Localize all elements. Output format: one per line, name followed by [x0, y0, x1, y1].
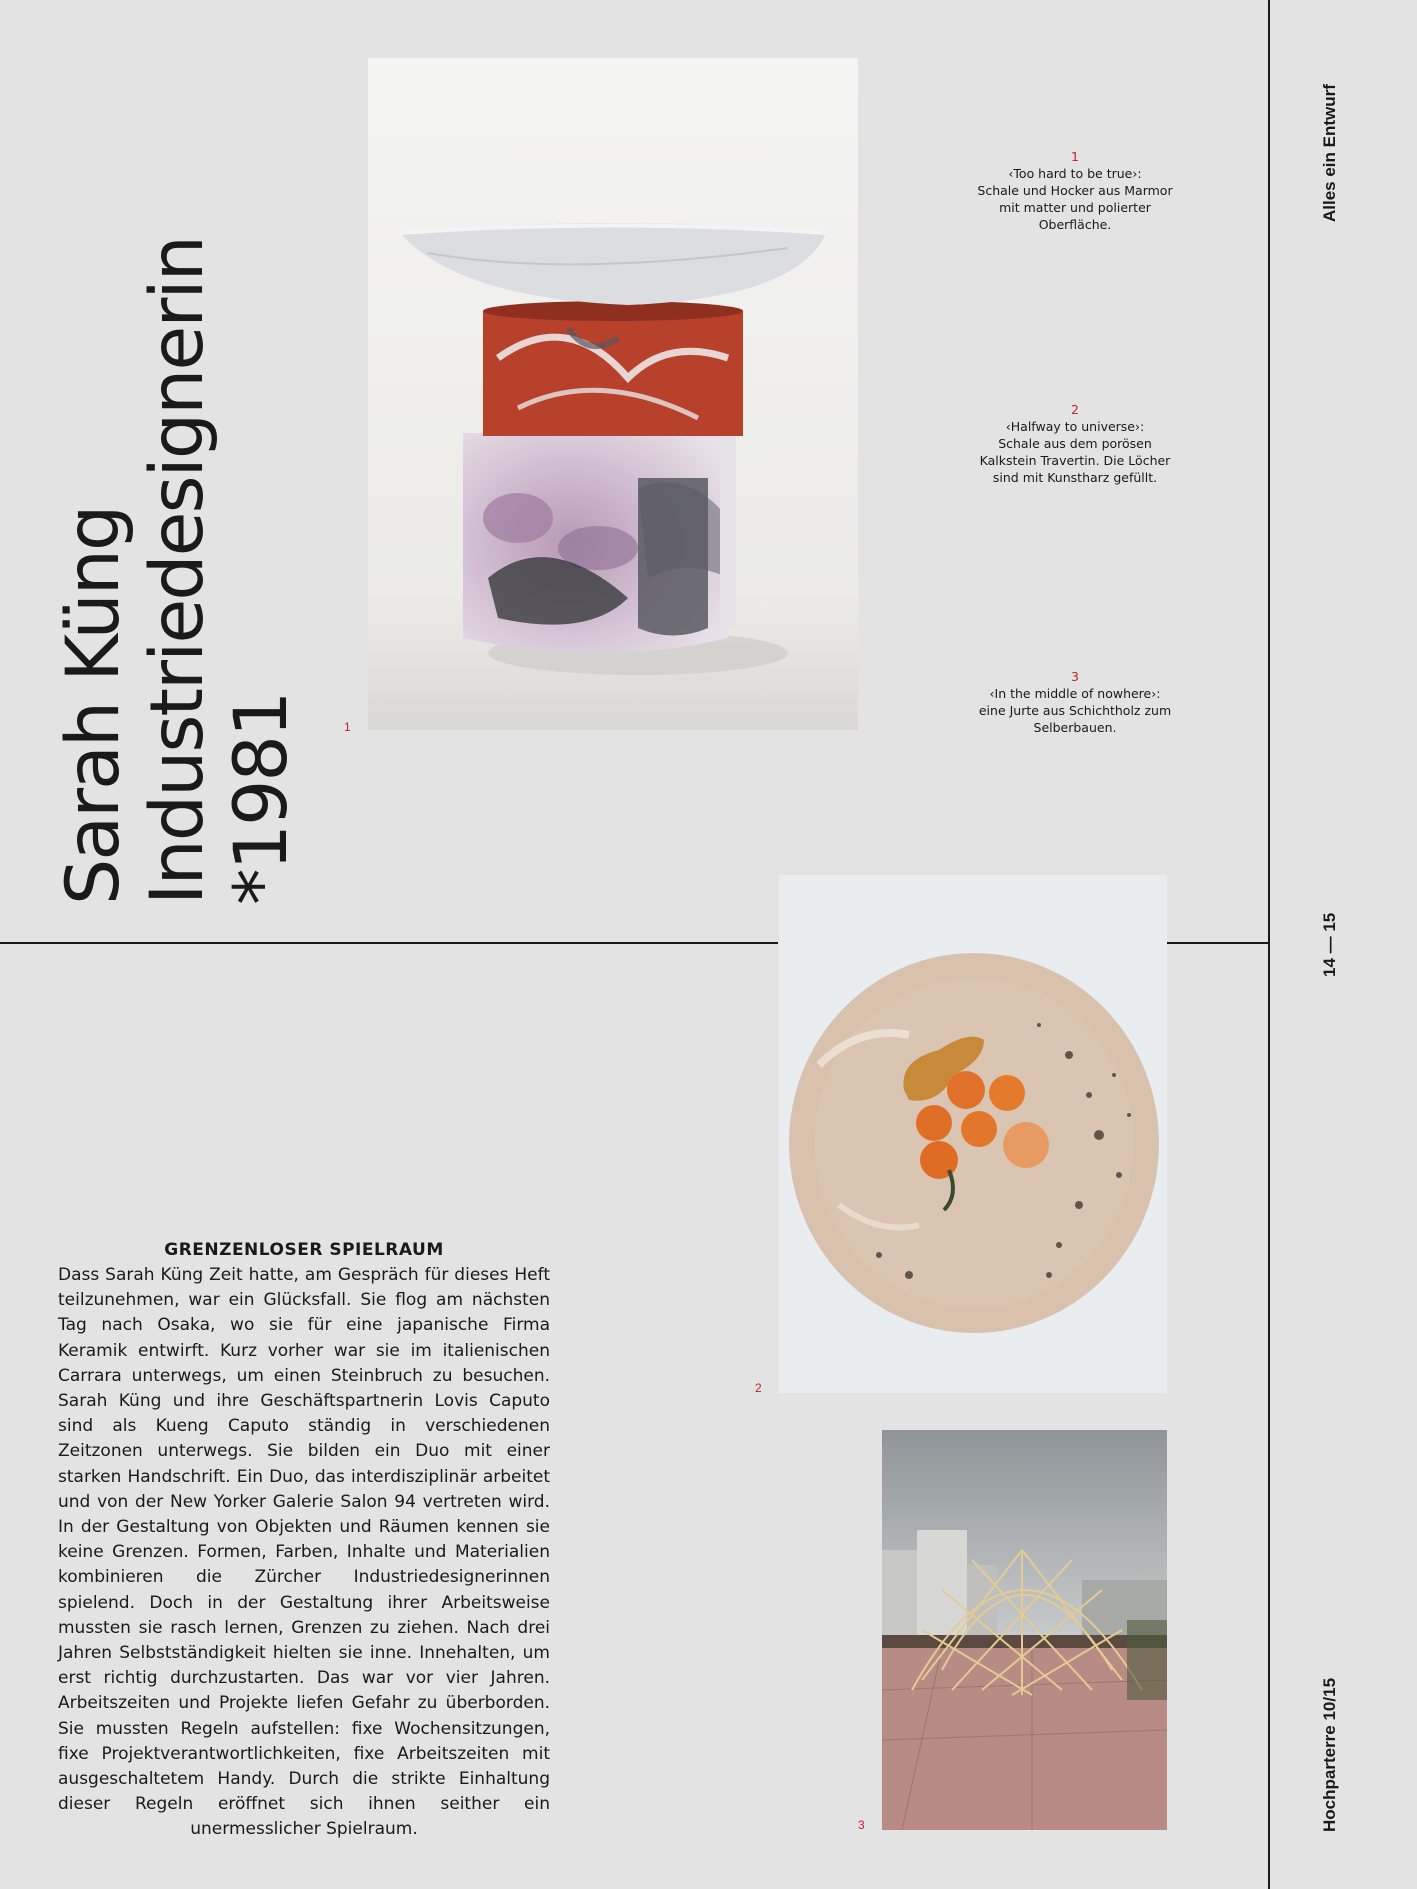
article-body: Dass Sarah Küng Zeit hatte, am Gespräch für dieses Heft teilzunehmen, war ein Glücksfall. Sie flog am nächsten Tag nach Osaka, wo sie für eine japanische Firma Keramik entwirft. Kurz vorher war sie im italienischen Carrara unterwegs, um einen Steinbruch zu besuchen. Sarah Küng und ihre Geschäftspartnerin Lovis Caputo sind als Kueng Caputo ständig in verschiedenen Zeitzonen unterwegs. Sie bilden ein Duo mit einer starken Handschrift. Ein Duo, das interdisziplinär arbeitet und von der New Yorker Galerie Salon 94 vertreten wird. In der Gestaltung von Objekten und Räumen kennen sie keine Grenzen. Formen, Farben, Inhalte und Materialien kombinieren die Zürcher Industriedesignerinnen spielend. Doch in der Gestaltung ihrer Arbeitsweise mussten sie rasch lernen, Grenzen zu ziehen. Nach drei Jahren Selbstständigkeit hielten sie inne. Innehalten, um erst richtig durchzustarten. Das war vor vier Jahren. Arbeitszeiten und Projekte liefen Gefahr zu überborden. Sie mussten Regeln aufstellen: fixe Wochensitzungen, fixe Projektverantwortlichkeiten, fixe Arbeitszeiten mit ausgeschaltetem Handy. Durch die strikte Einhaltung dieser Regeln eröffnet sich ihnen seither ein unermesslicher Spielraum.	[58, 1265, 550, 1840]
caption-1-title: ‹Too hard to be true›:	[1008, 166, 1142, 181]
caption-3-title: ‹In the middle of nowhere›:	[989, 686, 1161, 701]
photo-rooftop-yurt	[882, 1430, 1167, 1830]
caption-3	[970, 668, 1180, 736]
headline	[51, 150, 304, 905]
caption-3-text: eine Jurte aus Schichtholz zum Selberbauen.	[978, 703, 1172, 735]
headline-profession: Industriedesignerin	[135, 237, 220, 905]
horizontal-rule-right	[1167, 942, 1268, 944]
figure-number-1: 1	[344, 720, 351, 734]
photo-marble-bowl-stool	[368, 58, 858, 730]
caption-2-title: ‹Halfway to universe›:	[1005, 419, 1145, 434]
figure-number-2: 2	[755, 1381, 762, 1395]
caption-2	[970, 401, 1180, 486]
horizontal-rule-left	[0, 942, 778, 944]
article	[58, 1238, 550, 1843]
caption-2-number: 2	[1071, 402, 1079, 417]
caption-1-text: Schale und Hocker aus Marmor mit matter und polierter Oberfläche.	[977, 183, 1173, 232]
photo-travertine-plate	[779, 875, 1167, 1393]
figure-number-3: 3	[858, 1818, 865, 1832]
headline-name: Sarah Küng	[51, 506, 136, 905]
caption-2-text: Schale aus dem porösen Kalkstein Travertin. Die Löcher sind mit Kunstharz gefüllt.	[979, 436, 1171, 485]
caption-1-number: 1	[1071, 149, 1079, 164]
caption-3-number: 3	[1071, 669, 1079, 684]
headline-birthyear: *1981	[219, 692, 304, 905]
article-heading: GRENZENLOSER SPIELRAUM	[164, 1240, 444, 1260]
caption-1	[970, 148, 1180, 233]
vertical-rule	[1268, 0, 1270, 1889]
